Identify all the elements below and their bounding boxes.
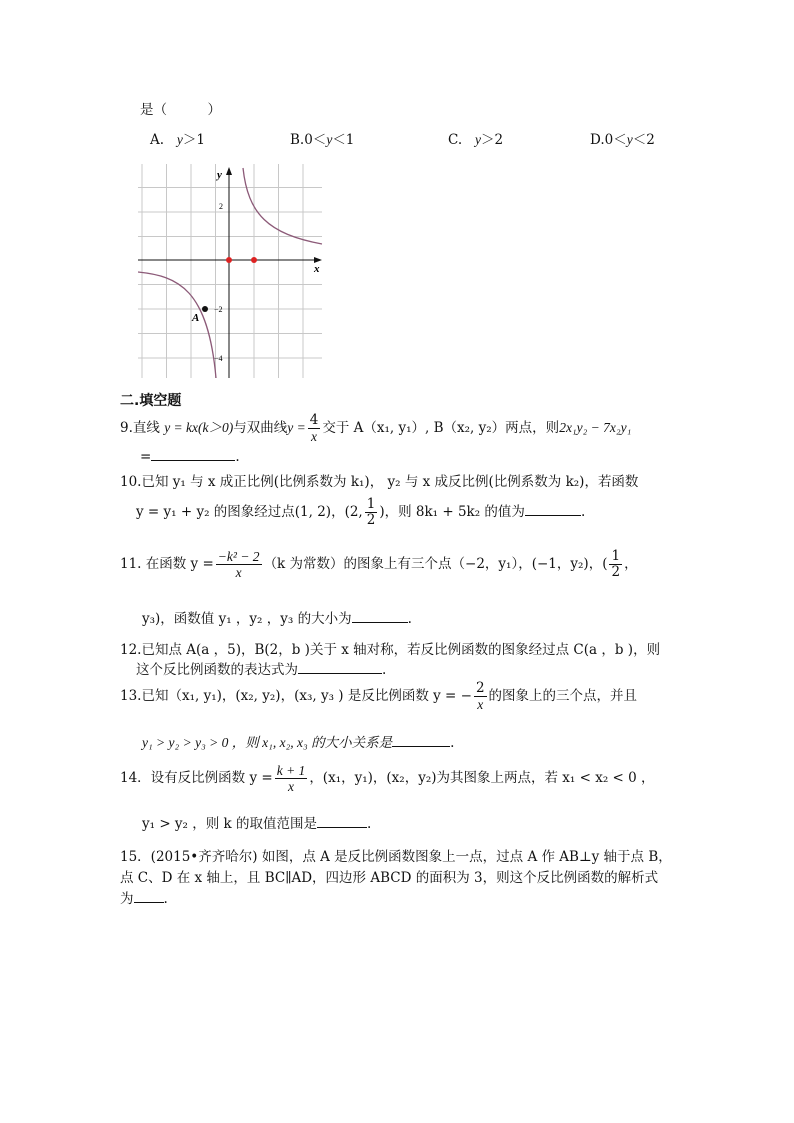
question-15-line-2: 点 C、D 在 x 轴上，且 BC∥AD，四边形 ABCD 的面积为 3，则这个反比例函数的解析式 <box>120 870 659 886</box>
denominator: x <box>477 697 484 712</box>
q9-fraction <box>308 413 321 444</box>
denominator: x <box>235 565 242 580</box>
question-12-line-1: 12.已知点 A(a ，5)，B(2，b )关于 x 轴对称，若反比例函数的图象经过点 C(a ，b )，则 <box>120 642 661 658</box>
x-axis-label: x <box>314 263 320 275</box>
q9-text-2: 与双曲线 <box>233 420 288 436</box>
hyperbola-branch-lower <box>138 272 216 378</box>
numerator: 1 <box>611 548 621 564</box>
q8-option-d <box>590 128 655 148</box>
q9-answer-line: = . <box>140 449 240 465</box>
q14-text-b: ，(x₁，y₁)，(x₂，y₂)为其图象上两点，若 x₁ < x₂ < 0 ， <box>309 770 655 786</box>
option-var: y <box>176 132 183 147</box>
q14-text-line-2: y₁ > y₂ ，则 k 的取值范围是 <box>142 816 318 832</box>
option-prefix: D.0＜ <box>590 132 627 148</box>
q8-stem-tail: 是（ ） <box>140 102 221 118</box>
question-15-line-3: 为 . <box>120 891 168 907</box>
q14-text-a: 14．设有反比例函数 y = <box>120 770 273 786</box>
denominator: x <box>288 779 294 794</box>
question-13-line-2: y₁ > y₂ > y₃ > 0 ，则 x₁, x₂, x₃ 的大小关系是 . <box>142 735 455 751</box>
question-14-line-1 <box>120 760 655 796</box>
denominator: x <box>311 429 318 444</box>
point-a <box>202 306 208 312</box>
hyperbola-branch-upper <box>243 168 322 244</box>
q11-text-a: 11. 在函数 y = <box>120 556 214 572</box>
answer-blank[interactable] <box>298 661 382 674</box>
option-prefix: B.0＜ <box>290 132 327 148</box>
q11-text-line-2: y₃)，函数值 y₁ ，y₂ ，y₃ 的大小为 <box>142 611 352 627</box>
question-12-line-2: 这个反比例函数的表达式为 . <box>136 662 387 678</box>
answer-blank[interactable] <box>317 815 367 828</box>
q9-condition: (k＞0) <box>198 420 234 435</box>
q10-fraction <box>365 497 378 528</box>
point-a-label: A <box>192 312 200 324</box>
q15-text-line-3: 为 <box>120 891 134 907</box>
option-var: y <box>326 132 333 147</box>
q11-fraction-2 <box>609 549 622 580</box>
q9-equals: = <box>140 449 152 465</box>
question-15-line-1: 15．(2015•齐齐哈尔) 如图，点 A 是反比例函数图象上一点，过点 A 作 AB⊥y 轴于点 B， <box>120 849 672 865</box>
numerator: 2 <box>475 680 485 696</box>
q13-text-b: 的图象上的三个点，并且 <box>488 688 638 704</box>
option-relation: ＞1 <box>182 132 206 148</box>
q13-text-a: 13.已知（x₁, y₁)，(x₂, y₂)，(x₃, y₃ ) 是反比例函数 y = − <box>120 688 472 704</box>
red-point <box>251 257 257 263</box>
q8-option-b <box>290 128 354 148</box>
numerator: 1 <box>366 496 376 512</box>
q12-text-line-2: 这个反比例函数的表达式为 <box>136 662 298 678</box>
q13-text-line-2: y₁ > y₂ > y₃ > 0 ，则 x₁, x₂, x₃ 的大小关系是 <box>142 735 393 750</box>
q10-text-a: y = y₁ + y₂ 的图象经过点(1, 2)，(2, <box>136 504 363 520</box>
option-letter: C. <box>448 132 463 148</box>
grid-lines <box>138 164 322 378</box>
origin-point <box>226 257 232 263</box>
y-axis-label: y <box>217 169 222 181</box>
tick-label-neg4: −4 <box>214 354 223 363</box>
option-var: y <box>626 132 633 147</box>
option-letter: A. <box>150 132 165 148</box>
q9-equation-2: y = <box>287 420 306 435</box>
q9-expression: 2x₁y₂ − 7x₂y₁ <box>559 420 632 435</box>
question-13-line-1 <box>120 678 637 714</box>
q14-fraction <box>275 763 308 794</box>
question-11-line-2: y₃)，函数值 y₁ ，y₂ ，y₃ 的大小为 . <box>142 611 412 627</box>
option-relation: ＜2 <box>632 132 655 148</box>
answer-blank[interactable] <box>134 890 164 903</box>
q10-text-b: )，则 8k₁ + 5k₂ 的值为 <box>379 504 525 520</box>
q9-text-1: 直线 <box>132 420 160 436</box>
numerator: k + 1 <box>276 763 306 778</box>
option-var: y <box>475 132 482 147</box>
q11-text-c: ， <box>624 556 638 572</box>
q11-fraction <box>216 549 262 580</box>
q13-fraction <box>474 681 487 712</box>
question-10-line-1: 10.已知 y₁ 与 x 成正比例(比例系数为 k₁)， y₂ 与 x 成反比例(比例系数为 k₂)，若函数 <box>120 474 639 490</box>
answer-blank[interactable] <box>392 734 450 747</box>
q11-text-b: （k 为常数）的图象上有三个点（−2，y₁），(−1，y₂)，( <box>263 556 608 572</box>
numerator: 4 <box>309 412 319 428</box>
hyperbola-graph <box>138 164 324 380</box>
section-title: 二.填空题 <box>120 393 182 409</box>
tick-label-neg2: −2 <box>214 305 223 314</box>
denominator: 2 <box>611 564 621 580</box>
question-11-line-1 <box>120 546 638 582</box>
answer-blank[interactable] <box>352 610 408 623</box>
tick-label-2: 2 <box>219 202 223 211</box>
denominator: 2 <box>366 512 376 528</box>
question-9 <box>120 410 631 446</box>
question-14-line-2: y₁ > y₂ ，则 k 的取值范围是 . <box>142 816 372 832</box>
answer-blank[interactable] <box>525 503 581 516</box>
y-axis-arrow <box>226 167 232 175</box>
q9-text-3: 交于 A（x₁, y₁）, B（x₂, y₂）两点，则 <box>322 420 560 436</box>
q8-option-a <box>150 128 205 148</box>
q9-number: 9. <box>120 420 133 436</box>
answer-blank[interactable] <box>151 448 235 461</box>
numerator: −k² − 2 <box>217 549 260 564</box>
q9-equation-1: y = kx <box>164 420 199 435</box>
question-10-line-2: y = y₁ + y₂ 的图象经过点(1, 2)，(2, $\frac{1}{2}$ )，则 8k₁ + 5k₂ 的值为 . <box>136 496 586 528</box>
option-relation: ＞2 <box>481 132 504 148</box>
q8-option-c <box>448 128 503 148</box>
option-relation: ＜1 <box>332 132 355 148</box>
